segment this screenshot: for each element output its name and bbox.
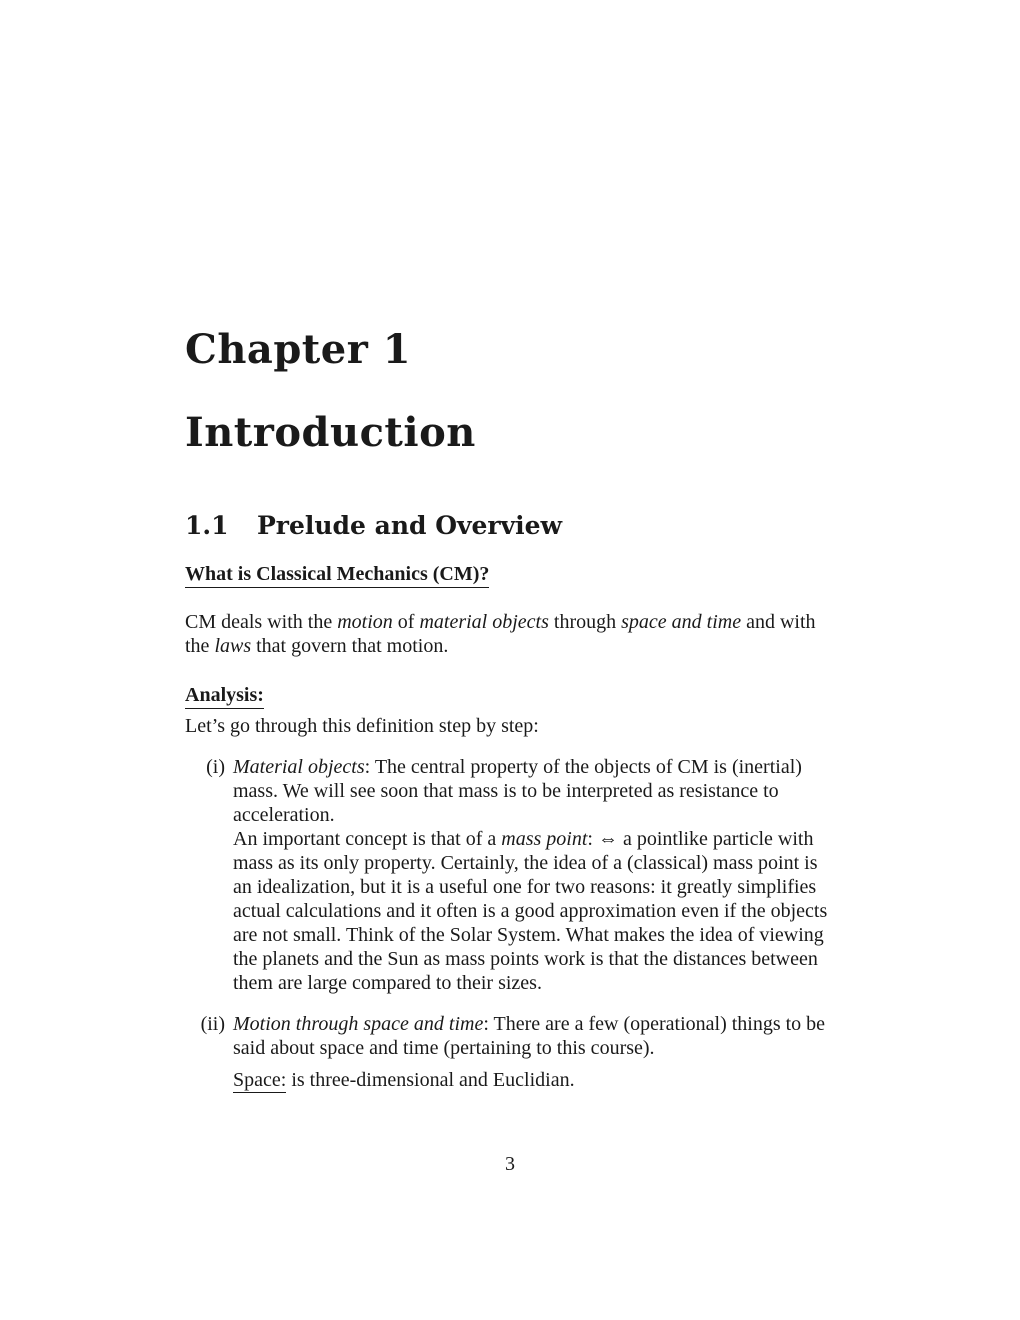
term-laws: laws [214,635,252,657]
chapter-label: Chapter 1 [185,326,412,373]
term-motion: motion [337,611,393,633]
analysis-heading: Analysis: [185,683,264,709]
section-title: Prelude and Overview [257,511,563,540]
motion-paragraph: Motion through space and time: There are a few (operational) things to be said about space and time (pertaining to this course). [233,1013,826,1059]
space-paragraph: Space: is three-dimensional and Euclidian. [233,1069,575,1091]
term-material-objects-item: Material objects [233,756,365,778]
term-space-and-time: space and time [621,611,742,633]
definition-paragraph: CM deals with the motion of material objects through space and time and with the laws that govern that motion. [185,611,816,657]
term-material-objects: material objects [419,611,549,633]
space-label: Space: [233,1069,287,1091]
section-number: 1.1 [185,511,229,540]
list-marker: (i) [206,756,225,778]
section-heading [185,509,562,543]
term-motion-through-space: Motion through space and time [233,1013,484,1035]
analysis-intro: Let’s go through this definition step by step: [185,715,539,737]
chapter-title: Introduction [185,409,476,456]
list-item-body [233,755,833,995]
page-number: 3 [505,1153,515,1175]
material-objects-paragraph: Material objects: The central property of the objects of CM is (inertial) mass. We will see soon that mass is to be interpreted as resistance to acceleration. [233,756,802,826]
mass-point-paragraph: An important concept is that of a mass point: ⇔ a pointlike particle with mass as its only property. Certainly, the idea of a (classical) mass point is an idealization, but it is a useful one for two reasons: it greatly simplifies actual calculations and it often is a good approximation even if the objects are not small. Think of the Solar System. What makes the idea of viewing the planets and the Sun as mass points work is that the distances between them are large compared to their sizes. [233,828,828,994]
list-item-body [233,1012,833,1092]
term-mass-point: mass point [501,828,588,850]
question-heading: What is Classical Mechanics (CM)? [185,562,489,588]
list-marker: (ii) [200,1013,225,1035]
